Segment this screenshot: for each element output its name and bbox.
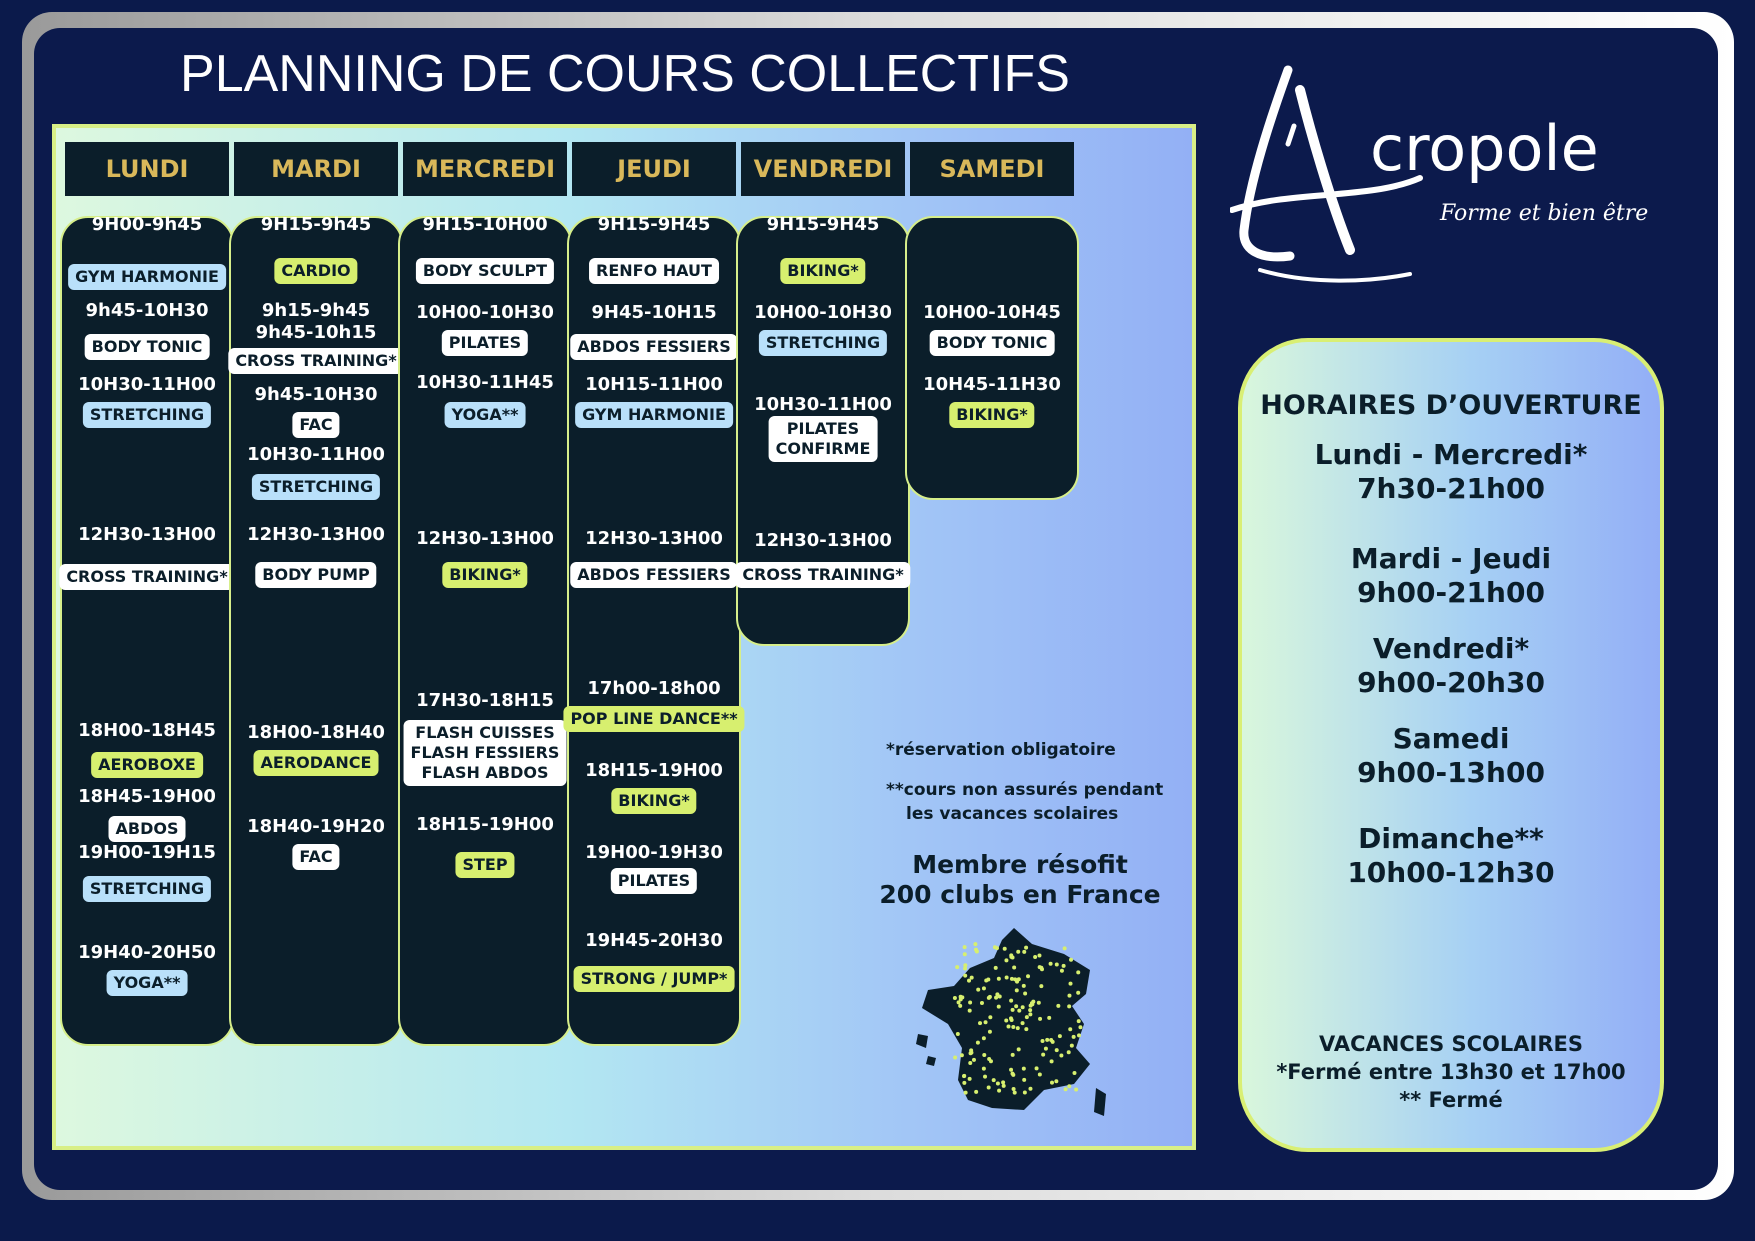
holiday-note-line1: **cours non assurés pendant (886, 780, 1164, 800)
class-badge: BIKING* (611, 788, 696, 814)
holiday-note-line2: les vacances scolaires (906, 804, 1119, 824)
slot-time: 18H15-19H00 (585, 760, 723, 781)
opening-hours: 9h00-20h30 (1357, 666, 1545, 699)
slot-time: 12H30-13H00 (78, 524, 216, 545)
day-column-samedi (905, 216, 1079, 500)
slot-time: 10H15-11H00 (585, 374, 723, 395)
class-badge: PILATES (442, 330, 528, 356)
class-badge: CROSS TRAINING* (735, 562, 910, 588)
class-badge: BIKING* (780, 258, 865, 284)
opening-days: Samedi (1392, 722, 1510, 755)
slot-time: 18H00-18H45 (78, 720, 216, 741)
class-badge: ABDOS FESSIERS (570, 334, 737, 360)
opening-hours: 9h00-21h00 (1357, 576, 1545, 609)
class-badge: BIKING* (949, 402, 1034, 428)
class-badge: BIKING* (442, 562, 527, 588)
slot-time: 10H30-11H45 (416, 372, 554, 393)
class-badge: CROSS TRAINING* (59, 564, 234, 590)
slot-time: 18H15-19H00 (416, 814, 554, 835)
slot-time: 17H30-18H15 (416, 690, 554, 711)
class-badge: GYM HARMONIE (68, 264, 226, 290)
slot-time: 10H30-11H00 (247, 444, 385, 465)
member-line2: 200 clubs en France (879, 880, 1161, 909)
class-badge: FAC (292, 844, 339, 870)
class-badge: BODY PUMP (255, 562, 376, 588)
slot-time: 9H15-10H00 (422, 214, 548, 235)
slot-time: 9H00-9h45 (91, 214, 203, 235)
slot-time: 19H00-19H15 (78, 842, 216, 863)
slot-time: 9H45-10H15 (591, 302, 717, 323)
slot-time: 9H15-9H45 (766, 214, 880, 235)
acropole-logo (1230, 60, 1670, 290)
member-line1: Membre résofit (912, 850, 1128, 879)
slot-time: 10H00-10H30 (416, 302, 554, 323)
slot-time: 18H00-18H40 (247, 722, 385, 743)
class-badge: CARDIO (274, 258, 357, 284)
opening-hours-title: HORAIRES D’OUVERTURE (1260, 390, 1642, 421)
day-header-samedi: SAMEDI (910, 142, 1074, 196)
class-badge: STEP (455, 852, 514, 878)
svg-text:cropole: cropole (1370, 112, 1599, 185)
class-badge: RENFO HAUT (589, 258, 719, 284)
opening-hours: 7h30-21h00 (1357, 472, 1545, 505)
opening-days: Lundi - Mercredi* (1314, 438, 1588, 471)
slot-time: 10H30-11H00 (78, 374, 216, 395)
slot-time: 10H00-10H45 (923, 302, 1061, 323)
day-header-jeudi: JEUDI (572, 142, 736, 196)
class-badge: BODY SCULPT (416, 258, 554, 284)
opening-hours: 9h00-13h00 (1357, 756, 1545, 789)
class-badge: ABDOS FESSIERS (570, 562, 737, 588)
svg-text:Forme et bien être: Forme et bien être (1440, 201, 1649, 226)
slot-time: 19H40-20H50 (78, 942, 216, 963)
holiday-line2: ** Fermé (1399, 1088, 1503, 1112)
day-header-vendredi: VENDREDI (741, 142, 905, 196)
reservation-note: *réservation obligatoire (886, 740, 1116, 760)
class-badge: POP LINE DANCE** (563, 706, 744, 732)
slot-time: 12H30-13H00 (754, 530, 892, 551)
class-badge: AERODANCE (254, 750, 379, 776)
class-badge: STRETCHING (252, 474, 380, 500)
opening-hours: 10h00-12h30 (1347, 856, 1555, 889)
day-header-mercredi: MERCREDI (403, 142, 567, 196)
class-badge: STRETCHING (83, 402, 211, 428)
slot-time: 18H40-19H20 (247, 816, 385, 837)
class-badge: STRONG / JUMP* (574, 966, 735, 992)
class-badge: GYM HARMONIE (575, 402, 733, 428)
slot-time: 12H30-13H00 (247, 524, 385, 545)
class-badge: BODY TONIC (85, 334, 210, 360)
holiday-line1: *Fermé entre 13h30 et 17h00 (1276, 1060, 1626, 1084)
slot-time: 9H15-9H45 (597, 214, 711, 235)
class-badge: PILATES CONFIRME (769, 416, 878, 462)
slot-time: 10H00-10H30 (754, 302, 892, 323)
class-badge: CROSS TRAINING* (228, 348, 403, 374)
opening-hours-panel (1238, 338, 1664, 1152)
class-badge: STRETCHING (759, 330, 887, 356)
slot-time: 19H45-20H30 (585, 930, 723, 951)
slot-time: 10H45-11H30 (923, 374, 1061, 395)
slot-time: 9H15-9h45 (260, 214, 372, 235)
holiday-title: VACANCES SCOLAIRES (1319, 1032, 1583, 1056)
slot-time: 12H30-13H00 (416, 528, 554, 549)
slot-time: 12H30-13H00 (585, 528, 723, 549)
class-badge: BODY TONIC (930, 330, 1055, 356)
class-badge: ABDOS (109, 816, 186, 842)
slot-time: 9h45-10H30 (85, 300, 209, 321)
slot-time: 9h15-9h45 9h45-10h15 (255, 300, 377, 343)
page-title: PLANNING DE COURS COLLECTIFS (180, 45, 1070, 103)
day-header-mardi: MARDI (234, 142, 398, 196)
slot-time: 19H00-19H30 (585, 842, 723, 863)
slot-time: 10H30-11H00 (754, 394, 892, 415)
slot-time: 18H45-19H00 (78, 786, 216, 807)
opening-days: Mardi - Jeudi (1350, 542, 1552, 575)
class-badge: FAC (292, 412, 339, 438)
day-header-lundi: LUNDI (65, 142, 229, 196)
slot-time: 17h00-18h00 (587, 678, 721, 699)
slot-time: 9h45-10H30 (254, 384, 378, 405)
class-badge: PILATES (611, 868, 697, 894)
opening-days: Dimanche** (1358, 822, 1544, 855)
france-map-icon (914, 924, 1114, 1124)
opening-days: Vendredi* (1372, 632, 1530, 665)
class-badge: STRETCHING (83, 876, 211, 902)
class-badge: FLASH CUISSES FLASH FESSIERS FLASH ABDOS (404, 720, 567, 786)
class-badge: YOGA** (445, 402, 526, 428)
class-badge: AEROBOXE (91, 752, 203, 778)
class-badge: YOGA** (107, 970, 188, 996)
